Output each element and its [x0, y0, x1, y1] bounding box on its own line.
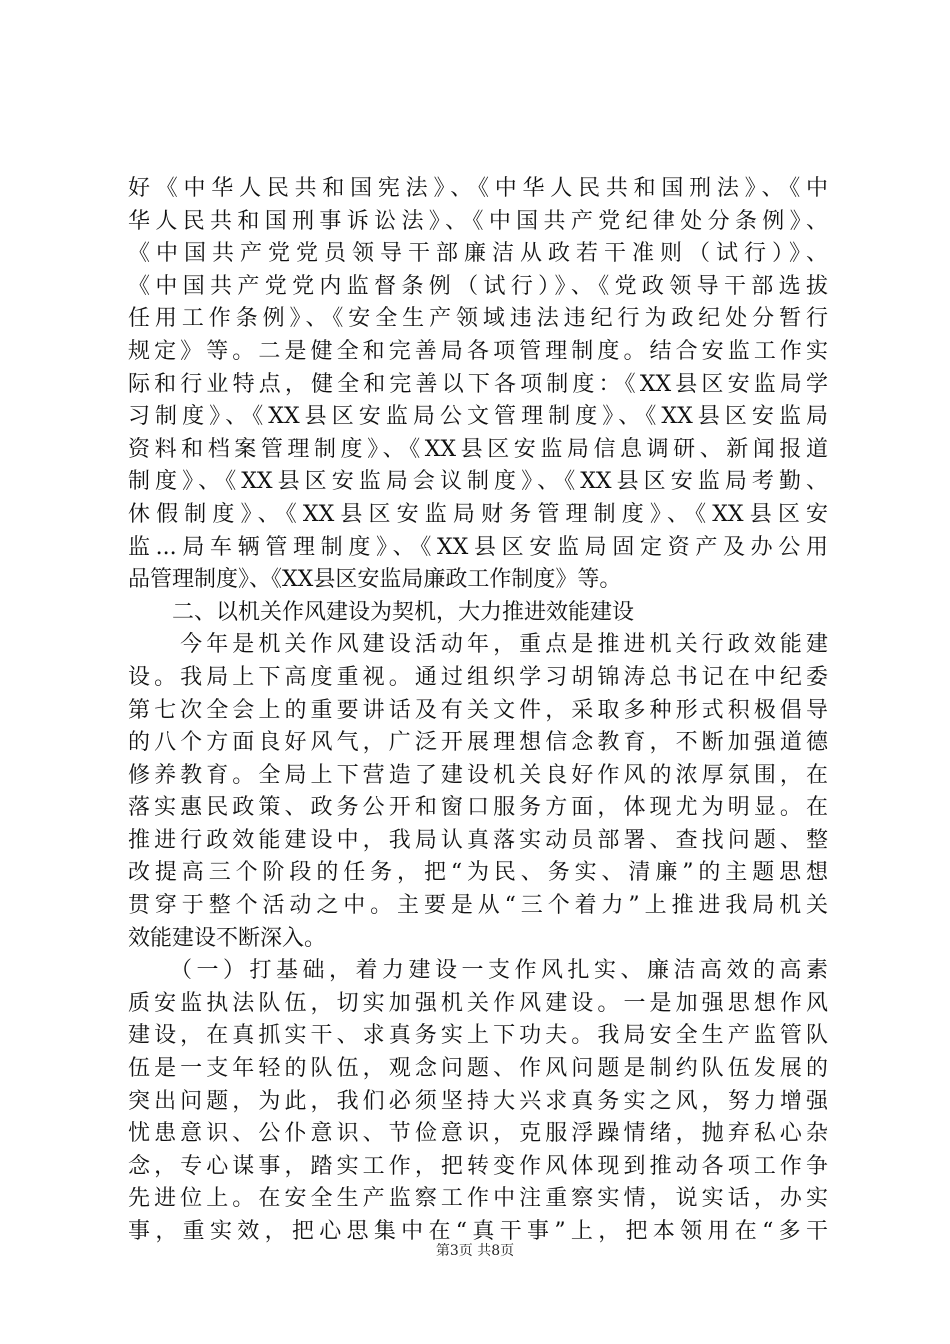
text-line: 改提高三个阶段的任务，把“为民、务实、清廉”的主题思想: [128, 860, 828, 886]
text-line: 《中国共产党党员领导干部廉洁从政若干准则（试行）》、: [128, 241, 828, 267]
text-line: 质安监执法队伍，切实加强机关作风建设。一是加强思想作风: [128, 990, 828, 1016]
text-line: （一）打基础，着力建设一支作风扎实、廉洁高效的高素: [128, 958, 828, 984]
text-line: 推进行政效能建设中，我局认真落实动员部署、查找问题、整: [128, 827, 828, 853]
text-line: 贯穿于整个活动之中。主要是从“三个着力”上推进我局机关: [128, 893, 828, 919]
text-line: 建设，在真抓实干、求真务实上下功夫。我局安全生产监管队: [128, 1023, 828, 1049]
text-line: 习制度》、《XX县区安监局公文管理制度》、《XX县区安监局: [128, 404, 828, 430]
text-line: 好《中华人民共和国宪法》、《中华人民共和国刑法》、《中: [128, 176, 828, 201]
paragraph-end-line: 品管理制度》、《XX县区安监局廉政工作制度》等。: [128, 567, 622, 593]
document-body: [128, 173, 828, 1249]
text-line: 先进位上。在安全生产监察工作中注重察实情，说实话，办实: [128, 1186, 828, 1212]
text-line: 今年是机关作风建设活动年，重点是推进机关行政效能建: [128, 632, 828, 658]
text-line: 忧患意识、公仆意识、节俭意识，克服浮躁情绪，抛弃私心杂: [128, 1121, 828, 1147]
text-line: 制度》、《XX县区安监局会议制度》、《XX县区安监局考勤、: [128, 469, 828, 495]
text-line: 第七次全会上的重要讲话及有关文件，采取多种形式积极倡导: [128, 697, 828, 723]
text-line: 事，重实效，把心思集中在“真干事”上，把本领用在“多干: [128, 1219, 828, 1244]
text-line: 资料和档案管理制度》、《XX县区安监局信息调研、新闻报道: [128, 436, 828, 462]
page-footer: 第3页 共8页: [435, 1243, 515, 1259]
text-line: 规定》等。二是健全和完善局各项管理制度。结合安监工作实: [128, 338, 828, 364]
text-line: 伍是一支年轻的队伍，观念问题、作风问题是制约队伍发展的: [128, 1056, 828, 1082]
text-line: 休假制度》、《XX县区安监局财务管理制度》、《XX县区安: [128, 501, 828, 527]
text-line: 突出问题，为此，我们必须坚持大兴求真务实之风，努力增强: [128, 1088, 828, 1114]
text-line: 华人民共和国刑事诉讼法》、《中国共产党纪律处分条例》、: [128, 208, 828, 234]
text-line: 设。我局上下高度重视。通过组织学习胡锦涛总书记在中纪委: [128, 664, 828, 690]
section-heading: 二、以机关作风建设为契机，大力推进效能建设: [128, 599, 635, 625]
text-line: 《中国共产党党内监督条例（试行）》、《党政领导干部选拔: [128, 273, 828, 299]
text-line: 际和行业特点，健全和完善以下各项制度：《XX县区安监局学: [128, 371, 828, 397]
text-line: 修养教育。全局上下营造了建设机关良好作风的浓厚氛围，在: [128, 762, 828, 788]
text-line: 监...局车辆管理制度》、《XX县区安监局固定资产及办公用: [128, 534, 828, 560]
paragraph-end-line: 效能建设不断深入。: [128, 925, 327, 951]
text-line: 的八个方面良好风气，广泛开展理想信念教育，不断加强道德: [128, 730, 828, 756]
text-line: 任用工作条例》、《安全生产领域违法违纪行为政纪处分暂行: [128, 306, 828, 332]
text-line: 念，专心谋事，踏实工作，把转变作风体现到推动各项工作争: [128, 1153, 828, 1179]
text-line: 落实惠民政策、政务公开和窗口服务方面，体现尤为明显。在: [128, 795, 828, 821]
